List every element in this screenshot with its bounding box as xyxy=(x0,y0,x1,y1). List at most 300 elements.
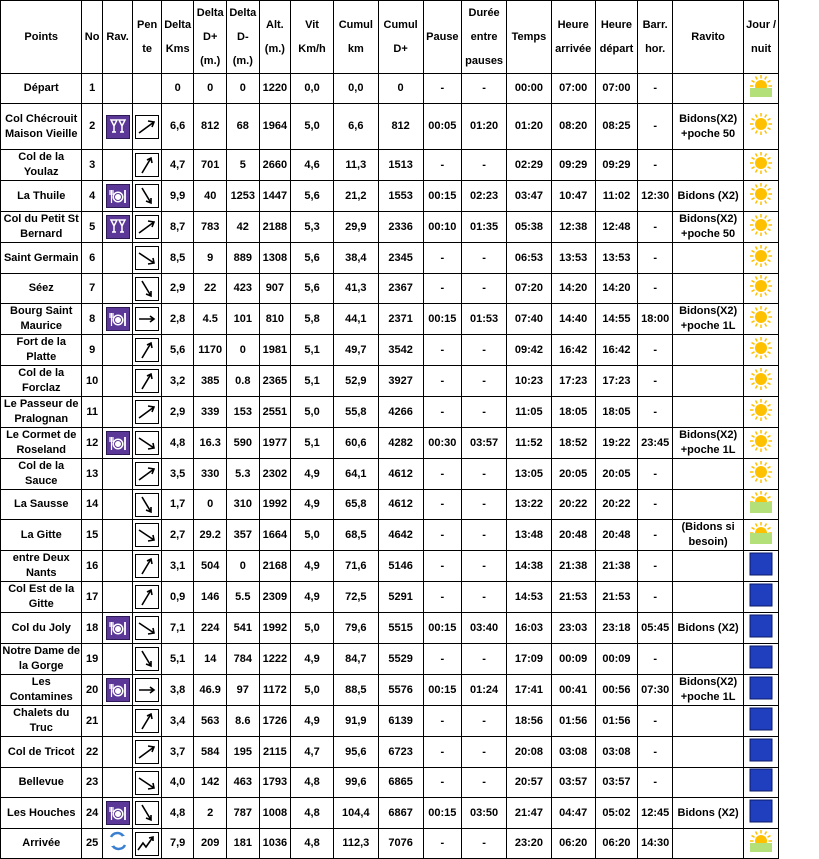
barriere-cell xyxy=(638,768,673,798)
duree-cell xyxy=(462,74,507,104)
altitude-cell-text: 1726 xyxy=(262,714,288,727)
number-cell xyxy=(82,366,102,397)
heure-depart-cell xyxy=(595,613,638,644)
duree-cell xyxy=(462,150,507,181)
number-cell-text: 19 xyxy=(86,652,99,665)
number-cell-text: 20 xyxy=(86,683,99,696)
cumul-dplus-cell-text: 2336 xyxy=(388,220,413,233)
number-cell-text: 4 xyxy=(89,189,96,202)
cumul-km-cell xyxy=(333,104,378,150)
cumul-dplus-cell xyxy=(378,798,423,829)
delta-dplus-cell xyxy=(194,737,227,768)
heure-depart-cell-text: 18:05 xyxy=(602,405,631,418)
heure-arrivee-cell xyxy=(551,150,595,181)
duree-cell-text: 01:20 xyxy=(470,120,499,132)
day-icon xyxy=(749,829,773,853)
speed-cell-text: 4,6 xyxy=(304,158,320,171)
heure-arrivee-cell-text: 14:40 xyxy=(559,312,588,325)
number-cell-text: 9 xyxy=(89,343,96,356)
barriere-cell xyxy=(638,150,673,181)
temps-cell-text: 11:52 xyxy=(515,436,543,449)
point-cell-text: entre Deux Nants xyxy=(12,552,70,579)
number-cell-text: 12 xyxy=(86,436,99,449)
heure-depart-cell-text: 09:29 xyxy=(602,158,631,171)
meal-ravito-icon xyxy=(106,431,130,455)
ravito-icon-cell xyxy=(102,243,133,274)
speed-cell-text: 5,0 xyxy=(304,405,320,418)
moon-icon xyxy=(749,583,773,607)
speed-cell-text: 4,9 xyxy=(304,467,320,480)
delta-dminus-cell-text: 101 xyxy=(233,312,252,325)
cumul-dplus-cell-text: 2367 xyxy=(388,282,413,294)
slope-cell xyxy=(133,520,162,551)
speed-cell xyxy=(291,706,334,737)
pause-cell xyxy=(423,551,462,582)
delta-dminus-cell xyxy=(227,490,260,520)
meal-ravito-icon xyxy=(106,184,130,208)
ravito-text-cell xyxy=(672,74,743,104)
heure-depart-cell xyxy=(595,335,638,366)
heure-depart-cell-text: 12:48 xyxy=(602,220,631,233)
heure-arrivee-cell xyxy=(551,181,595,212)
finish-ravito-icon xyxy=(107,831,129,851)
up-steep-slope-icon xyxy=(135,338,159,362)
number-cell-text: 5 xyxy=(89,220,96,233)
delta-km-cell xyxy=(161,150,194,181)
jour-nuit-cell xyxy=(744,644,779,675)
delta-dplus-cell-text: 563 xyxy=(201,714,220,727)
pause-cell xyxy=(423,104,462,150)
jour-nuit-cell xyxy=(744,706,779,737)
cumul-dplus-cell-text: 3927 xyxy=(388,374,413,387)
sun-icon xyxy=(749,151,773,175)
altitude-cell-text: 1981 xyxy=(262,343,288,356)
duree-cell-text: - xyxy=(482,498,486,510)
cumul-km-cell xyxy=(333,150,378,181)
temps-cell xyxy=(507,181,552,212)
delta-km-cell-text: 4,8 xyxy=(170,806,186,819)
jour-nuit-cell xyxy=(744,582,779,613)
temps-cell xyxy=(507,150,552,181)
delta-dminus-cell xyxy=(227,706,260,737)
jour-nuit-cell xyxy=(744,551,779,582)
jour-nuit-cell xyxy=(744,737,779,768)
ravito-icon-cell xyxy=(102,520,133,551)
down-gentle-slope-icon xyxy=(135,431,159,455)
up-gentle-slope-icon xyxy=(135,115,159,139)
cumul-km-cell-text: 79,6 xyxy=(345,621,367,634)
cumul-dplus-cell-text: 6139 xyxy=(388,714,413,727)
heure-depart-cell-text: 14:55 xyxy=(602,312,631,325)
pause-cell-text: - xyxy=(440,405,445,418)
heure-depart-cell-text: 21:53 xyxy=(602,590,631,603)
slope-cell xyxy=(133,490,162,520)
barriere-cell xyxy=(638,428,673,459)
duree-cell-text: 03:40 xyxy=(470,621,499,634)
altitude-cell-text: 2302 xyxy=(262,467,288,480)
point-cell xyxy=(1,644,82,675)
duree-cell-text: - xyxy=(482,559,486,572)
temps-cell xyxy=(507,829,552,859)
mixed-slope-icon xyxy=(135,832,159,856)
duree-cell-text: - xyxy=(482,374,486,387)
pause-cell xyxy=(423,798,462,829)
pause-cell xyxy=(423,737,462,768)
pause-cell xyxy=(423,335,462,366)
duree-cell xyxy=(462,706,507,737)
delta-dplus-cell xyxy=(194,798,227,829)
header-delta-dp: Delta D+ (m.) xyxy=(194,1,227,74)
duree-cell xyxy=(462,551,507,582)
temps-cell xyxy=(507,335,552,366)
delta-dplus-cell xyxy=(194,551,227,582)
speed-cell xyxy=(291,304,334,335)
number-cell xyxy=(82,613,102,644)
ravito-icon-cell xyxy=(102,366,133,397)
pause-cell-text: 00:10 xyxy=(428,220,457,233)
altitude-cell xyxy=(259,181,291,212)
delta-km-cell xyxy=(161,582,194,613)
slope-cell xyxy=(133,582,162,613)
delta-dplus-cell-text: 224 xyxy=(201,621,220,634)
delta-dminus-cell-text: 357 xyxy=(233,528,252,541)
jour-nuit-cell xyxy=(744,74,779,104)
number-cell-text: 8 xyxy=(89,312,96,325)
pause-cell-text: - xyxy=(440,82,445,94)
header-barriere: Barr. hor. xyxy=(638,1,673,74)
pause-cell-text: - xyxy=(440,158,445,171)
cumul-km-cell xyxy=(333,829,378,859)
speed-cell-text: 5,0 xyxy=(304,120,320,132)
cumul-dplus-cell xyxy=(378,74,423,104)
temps-cell-text: 20:57 xyxy=(514,776,543,788)
down-steep-slope-icon xyxy=(135,277,159,301)
heure-arrivee-cell xyxy=(551,490,595,520)
ravito-text-cell xyxy=(672,335,743,366)
heure-arrivee-cell-text: 17:23 xyxy=(559,374,588,387)
heure-arrivee-cell xyxy=(551,613,595,644)
cumul-dplus-cell-text: 5291 xyxy=(388,590,413,603)
delta-dminus-cell xyxy=(227,366,260,397)
header-pause: Pause xyxy=(423,1,462,74)
duree-cell-text: 01:24 xyxy=(470,683,499,696)
point-cell-text: Le Passeur de Pralognan xyxy=(3,398,79,425)
barriere-cell xyxy=(638,737,673,768)
delta-dplus-cell-text: 0 xyxy=(207,82,214,94)
sun-icon xyxy=(749,305,773,329)
number-cell xyxy=(82,104,102,150)
number-cell xyxy=(82,335,102,366)
point-cell-text: Chalets du Truc xyxy=(13,707,70,734)
delta-dplus-cell xyxy=(194,520,227,551)
pause-cell-text: - xyxy=(440,528,445,541)
heure-depart-cell xyxy=(595,304,638,335)
heure-arrivee-cell xyxy=(551,520,595,551)
temps-cell xyxy=(507,520,552,551)
heure-depart-cell xyxy=(595,243,638,274)
number-cell xyxy=(82,737,102,768)
heure-depart-cell-text: 20:48 xyxy=(602,528,631,541)
delta-km-cell-text: 7,1 xyxy=(170,621,186,634)
cumul-dplus-cell-text: 2371 xyxy=(388,312,413,325)
duree-cell xyxy=(462,366,507,397)
delta-km-cell xyxy=(161,335,194,366)
heure-depart-cell xyxy=(595,798,638,829)
delta-km-cell-text: 1,7 xyxy=(170,498,186,510)
delta-dminus-cell-text: 787 xyxy=(233,806,252,819)
delta-km-cell xyxy=(161,181,194,212)
pause-cell xyxy=(423,366,462,397)
duree-cell-text: 01:35 xyxy=(470,220,499,233)
delta-km-cell-text: 3,4 xyxy=(170,714,186,727)
number-cell xyxy=(82,520,102,551)
altitude-cell xyxy=(259,675,291,706)
delta-dminus-cell xyxy=(227,675,260,706)
speed-cell-text: 4,9 xyxy=(304,714,320,727)
header-rav: Rav. xyxy=(102,1,133,74)
point-cell-text: Départ xyxy=(23,82,59,94)
point-cell-text: Les Contamines xyxy=(9,676,73,703)
jour-nuit-cell xyxy=(744,428,779,459)
delta-dminus-cell xyxy=(227,582,260,613)
ravito-text-cell xyxy=(672,304,743,335)
header-cumul-dp: Cumul D+ xyxy=(378,1,423,74)
ravito-text-cell xyxy=(672,212,743,243)
speed-cell xyxy=(291,397,334,428)
barriere-cell-text: - xyxy=(653,374,657,387)
number-cell xyxy=(82,428,102,459)
delta-dminus-cell xyxy=(227,737,260,768)
up-steep-slope-icon xyxy=(135,585,159,609)
heure-arrivee-cell-text: 01:56 xyxy=(559,714,588,727)
jour-nuit-cell xyxy=(744,150,779,181)
heure-arrivee-cell xyxy=(551,675,595,706)
table-row xyxy=(1,706,779,737)
number-cell-text: 3 xyxy=(89,158,96,171)
speed-cell-text: 5,0 xyxy=(304,683,320,696)
jour-nuit-cell xyxy=(744,274,779,304)
barriere-cell xyxy=(638,520,673,551)
slope-cell xyxy=(133,737,162,768)
speed-cell-text: 4,9 xyxy=(304,498,320,510)
duree-cell-text: - xyxy=(482,745,486,758)
point-cell xyxy=(1,397,82,428)
delta-dplus-cell-text: 584 xyxy=(201,745,220,758)
ravito-text-cell xyxy=(672,582,743,613)
pause-cell-text: 00:15 xyxy=(428,189,457,202)
altitude-cell-text: 2551 xyxy=(262,405,288,418)
delta-dminus-cell-text: 889 xyxy=(233,251,252,264)
ravito-text-cell xyxy=(672,798,743,829)
ravito-text-cell xyxy=(672,366,743,397)
delta-km-cell-text: 3,1 xyxy=(170,559,186,572)
heure-arrivee-cell xyxy=(551,428,595,459)
meal-ravito-icon xyxy=(106,307,130,331)
speed-cell xyxy=(291,366,334,397)
number-cell-text: 24 xyxy=(86,806,99,819)
barriere-cell-text: - xyxy=(653,467,657,480)
number-cell-text: 16 xyxy=(86,559,99,572)
delta-dplus-cell-text: 0 xyxy=(207,498,214,510)
barriere-cell xyxy=(638,551,673,582)
barriere-cell-text: - xyxy=(653,405,657,418)
cumul-km-cell xyxy=(333,798,378,829)
delta-dplus-cell xyxy=(194,675,227,706)
ravito-text-cell xyxy=(672,428,743,459)
heure-arrivee-cell xyxy=(551,397,595,428)
altitude-cell xyxy=(259,768,291,798)
heure-arrivee-cell-text: 09:29 xyxy=(559,158,588,171)
delta-dminus-cell-text: 1253 xyxy=(230,189,256,202)
heure-depart-cell-text: 06:20 xyxy=(602,837,631,849)
barriere-cell-text: - xyxy=(653,498,657,510)
delta-km-cell xyxy=(161,675,194,706)
pause-cell xyxy=(423,304,462,335)
ravito-text-cell-text: Bidons(X2) +poche 1L xyxy=(679,305,738,332)
delta-dplus-cell xyxy=(194,304,227,335)
heure-arrivee-cell xyxy=(551,459,595,490)
speed-cell-text: 0,0 xyxy=(304,82,320,94)
duree-cell-text: 03:50 xyxy=(470,806,499,819)
delta-dminus-cell-text: 153 xyxy=(233,405,252,418)
delta-dminus-cell-text: 310 xyxy=(233,498,252,510)
jour-nuit-cell xyxy=(744,675,779,706)
sun-icon xyxy=(749,244,773,268)
speed-cell-text: 4,8 xyxy=(304,837,320,849)
number-cell-text: 13 xyxy=(86,467,99,480)
delta-dplus-cell xyxy=(194,366,227,397)
speed-cell xyxy=(291,768,334,798)
header-vit: Vit Km/h xyxy=(291,1,334,74)
number-cell-text: 6 xyxy=(89,251,96,264)
ravito-icon-cell xyxy=(102,737,133,768)
ravito-icon-cell xyxy=(102,150,133,181)
moon-icon xyxy=(749,799,773,823)
jour-nuit-cell xyxy=(744,829,779,859)
heure-depart-cell-text: 20:05 xyxy=(602,467,631,480)
heure-depart-cell xyxy=(595,181,638,212)
cumul-km-cell xyxy=(333,551,378,582)
ravito-icon-cell xyxy=(102,768,133,798)
down-gentle-slope-icon xyxy=(135,246,159,270)
duree-cell-text: - xyxy=(482,405,486,418)
number-cell-text: 23 xyxy=(86,776,99,788)
sun-icon xyxy=(749,429,773,453)
temps-cell xyxy=(507,212,552,243)
sun-icon xyxy=(749,112,773,136)
delta-dplus-cell xyxy=(194,150,227,181)
delta-dplus-cell xyxy=(194,490,227,520)
heure-arrivee-cell-text: 00:09 xyxy=(559,652,588,665)
up-gentle-slope-icon xyxy=(135,400,159,424)
cumul-dplus-cell xyxy=(378,366,423,397)
altitude-cell-text: 1992 xyxy=(262,498,288,510)
pause-cell-text: - xyxy=(440,652,445,665)
cumul-km-cell-text: 52,9 xyxy=(345,374,367,387)
slope-cell xyxy=(133,335,162,366)
cumul-km-cell xyxy=(333,520,378,551)
cumul-km-cell-text: 38,4 xyxy=(345,251,367,264)
pause-cell xyxy=(423,829,462,859)
temps-cell xyxy=(507,74,552,104)
number-cell-text: 15 xyxy=(86,528,99,541)
cumul-dplus-cell xyxy=(378,706,423,737)
down-gentle-slope-icon xyxy=(135,616,159,640)
pause-cell xyxy=(423,181,462,212)
duree-cell-text: - xyxy=(482,776,486,788)
altitude-cell xyxy=(259,335,291,366)
pause-cell xyxy=(423,490,462,520)
barriere-cell-text: 23:45 xyxy=(641,436,670,449)
pause-cell xyxy=(423,397,462,428)
delta-dminus-cell xyxy=(227,243,260,274)
cumul-km-cell-text: 72,5 xyxy=(345,590,367,603)
point-cell-text: Séez xyxy=(28,282,54,294)
altitude-cell-text: 1964 xyxy=(262,120,288,132)
pause-cell-text: - xyxy=(440,714,445,727)
temps-cell xyxy=(507,768,552,798)
duree-cell-text: 01:53 xyxy=(470,312,499,325)
heure-arrivee-cell-text: 04:47 xyxy=(559,806,588,819)
pause-cell-text: - xyxy=(440,559,445,572)
duree-cell-text: - xyxy=(482,714,486,727)
heure-arrivee-cell-text: 00:41 xyxy=(559,683,588,696)
temps-cell xyxy=(507,243,552,274)
duree-cell xyxy=(462,613,507,644)
delta-dminus-cell-text: 784 xyxy=(233,652,252,665)
number-cell xyxy=(82,397,102,428)
speed-cell xyxy=(291,74,334,104)
duree-cell-text: - xyxy=(482,652,486,665)
meal-ravito-icon xyxy=(106,801,130,825)
number-cell xyxy=(82,243,102,274)
delta-dminus-cell xyxy=(227,74,260,104)
cumul-km-cell xyxy=(333,459,378,490)
temps-cell-text: 13:48 xyxy=(514,528,543,541)
cumul-km-cell xyxy=(333,768,378,798)
barriere-cell xyxy=(638,74,673,104)
heure-depart-cell-text: 13:53 xyxy=(602,251,631,264)
barriere-cell-text: - xyxy=(653,745,657,758)
number-cell xyxy=(82,644,102,675)
cumul-dplus-cell-text: 1513 xyxy=(388,158,413,171)
point-cell xyxy=(1,243,82,274)
cumul-dplus-cell xyxy=(378,243,423,274)
cumul-km-cell-text: 60,6 xyxy=(345,436,367,449)
speed-cell xyxy=(291,613,334,644)
temps-cell-text: 01:20 xyxy=(514,120,543,132)
delta-dminus-cell-text: 590 xyxy=(233,436,252,449)
altitude-cell-text: 1220 xyxy=(262,82,288,94)
number-cell xyxy=(82,582,102,613)
speed-cell-text: 4,9 xyxy=(304,590,320,603)
speed-cell xyxy=(291,104,334,150)
pause-cell-text: - xyxy=(440,467,445,480)
slope-cell xyxy=(133,459,162,490)
duree-cell-text: - xyxy=(482,251,486,264)
altitude-cell xyxy=(259,274,291,304)
header-ravito: Ravito xyxy=(672,1,743,74)
pause-cell-text: 00:30 xyxy=(428,436,457,449)
cumul-dplus-cell-text: 4612 xyxy=(388,498,413,510)
pause-cell xyxy=(423,520,462,551)
cumul-dplus-cell-text: 5515 xyxy=(388,621,413,634)
jour-nuit-cell xyxy=(744,104,779,150)
point-cell xyxy=(1,150,82,181)
barriere-cell-text: 12:45 xyxy=(641,806,670,819)
pause-cell-text: 00:15 xyxy=(428,806,457,819)
barriere-cell xyxy=(638,304,673,335)
